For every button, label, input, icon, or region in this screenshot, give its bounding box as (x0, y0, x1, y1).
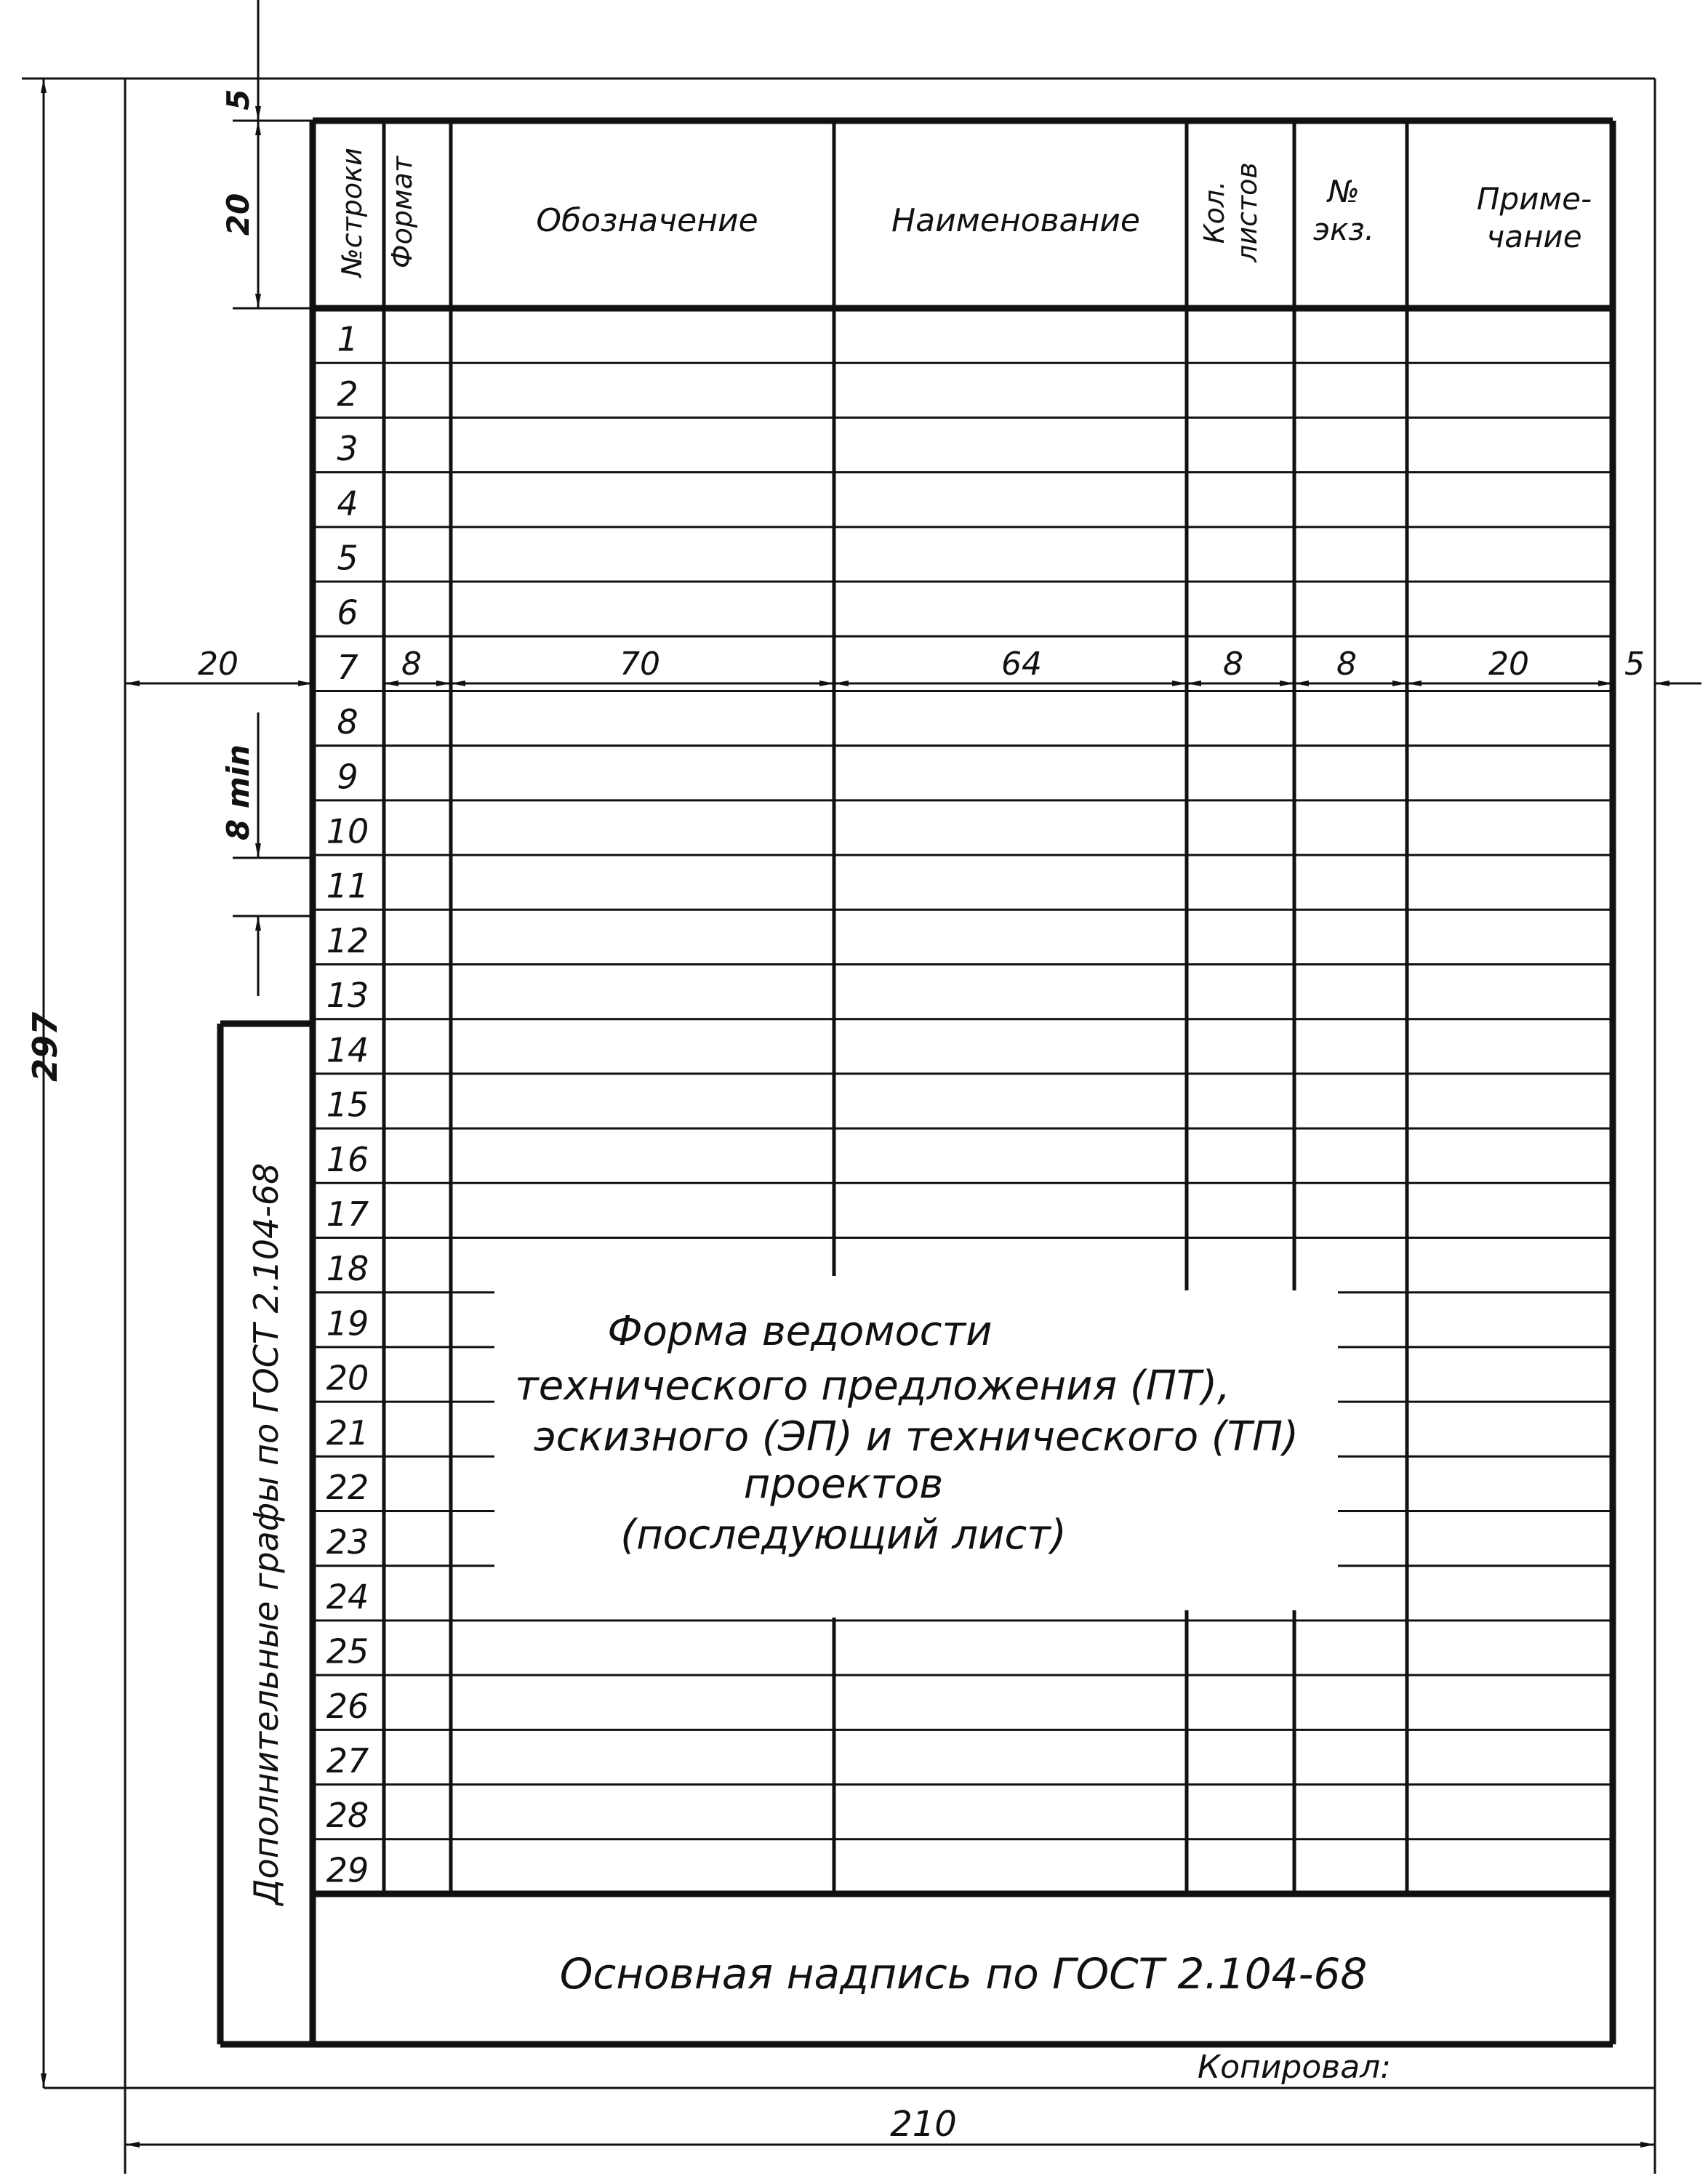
header-note-1: Приме- (1476, 181, 1592, 217)
row-number: 23 (326, 1522, 369, 1562)
dim-sheet-height: 297 (25, 1011, 65, 1083)
row-number: 26 (326, 1686, 369, 1726)
header-row-no: №строки (336, 148, 368, 277)
table-row-lines (313, 363, 1613, 1839)
row-number: 6 (337, 593, 358, 632)
row-number: 4 (337, 483, 358, 523)
side-strip-label: Дополнительные графы по ГОСТ 2.104-68 (246, 1162, 286, 1905)
row-number: 13 (326, 976, 369, 1016)
header-copy-no-2: экз. (1312, 212, 1375, 247)
dim-col-designation: 70 (620, 646, 660, 683)
dim-col-format: 8 (401, 646, 422, 683)
row-number: 8 (337, 702, 358, 742)
header-sheets-qty-2: листов (1231, 162, 1263, 262)
row-number: 12 (326, 920, 369, 960)
row-number: 19 (326, 1304, 369, 1343)
row-number: 1 (337, 319, 358, 359)
title-block-label: Основная надпись по ГОСТ 2.104-68 (559, 1949, 1368, 1999)
row-number: 16 (326, 1139, 369, 1179)
header-format: Формат (386, 156, 418, 269)
table-header (336, 148, 1592, 278)
row-number: 17 (326, 1194, 369, 1234)
row-number: 29 (326, 1850, 369, 1890)
dim-header-height: 20 (220, 193, 256, 236)
row-number: 11 (326, 866, 369, 906)
form-title (494, 1290, 1338, 1610)
dim-col-note: 20 (1488, 646, 1529, 683)
dim-col-qty: 8 (1223, 646, 1243, 683)
row-number: 21 (326, 1413, 369, 1453)
row-number: 25 (326, 1631, 369, 1671)
row-number: 22 (326, 1468, 369, 1508)
row-number: 10 (326, 811, 369, 851)
row-number: 9 (337, 757, 358, 797)
row-number: 28 (326, 1796, 369, 1836)
row-number: 5 (337, 538, 358, 578)
dim-right-margin: 5 (1624, 646, 1645, 683)
row-number: 18 (326, 1249, 369, 1289)
dim-left-margin: 20 (198, 646, 238, 683)
form-title-line-1: Форма ведомости (607, 1308, 993, 1355)
row-number: 14 (326, 1030, 369, 1070)
header-note-2: чание (1486, 219, 1582, 254)
header-sheets-qty-1: Кол. (1198, 180, 1230, 244)
dim-top-margin: 5 (220, 89, 256, 111)
form-title-line-3: эскизного (ЭП) и технического (ТП) (534, 1413, 1299, 1461)
dim-row-height: 8 min (220, 744, 256, 840)
row-number: 7 (337, 647, 358, 687)
dim-sheet-width: 210 (890, 2104, 957, 2145)
row-number: 3 (337, 429, 358, 469)
drawing-frame (220, 121, 1613, 2044)
row-number: 20 (326, 1358, 369, 1398)
form-title-line-5: (последующий лист) (620, 1511, 1067, 1559)
row-number-column (326, 320, 369, 1890)
header-name: Наименование (891, 202, 1140, 239)
table-column-lines (384, 121, 1407, 1894)
header-designation: Обозначение (536, 202, 758, 239)
form-title-line-4: проектов (743, 1461, 944, 1508)
dim-col-copy: 8 (1336, 646, 1357, 683)
row-number: 2 (337, 374, 358, 414)
header-copy-no-1: № (1328, 174, 1360, 209)
form-title-line-2: технического предложения (ПТ), (515, 1362, 1230, 1410)
copied-label: Копировал: (1197, 2049, 1392, 2086)
row-number: 27 (326, 1741, 369, 1781)
row-number: 15 (326, 1085, 369, 1125)
dim-col-name: 64 (1001, 646, 1042, 683)
row-number: 24 (326, 1577, 369, 1617)
